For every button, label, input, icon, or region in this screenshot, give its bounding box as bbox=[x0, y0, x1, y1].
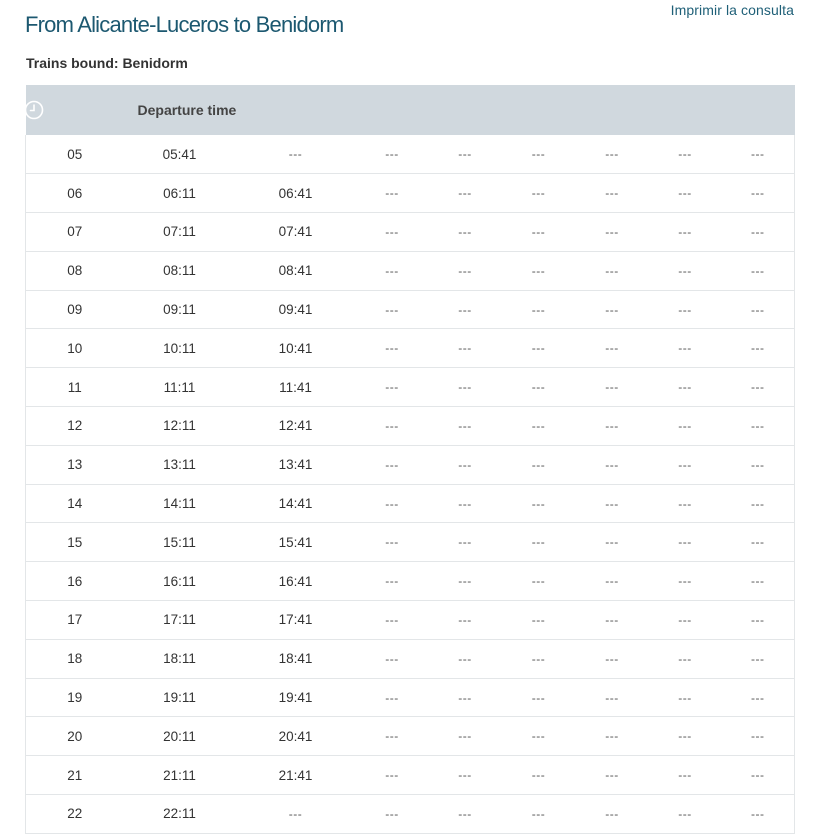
departure-time-cell: --- bbox=[429, 445, 502, 484]
table-row bbox=[26, 329, 795, 368]
hour-cell: 09 bbox=[26, 290, 124, 329]
departure-time-cell: 22:11 bbox=[124, 795, 236, 834]
hour-cell: 17 bbox=[26, 601, 124, 640]
departure-time-cell: --- bbox=[502, 678, 576, 717]
departure-time-cell: --- bbox=[429, 135, 502, 174]
table-row bbox=[26, 290, 795, 329]
departure-time-cell: --- bbox=[429, 601, 502, 640]
trains-bound-label: Trains bound: Benidorm bbox=[26, 55, 188, 71]
departure-time-cell: --- bbox=[576, 795, 649, 834]
departure-time-cell: --- bbox=[429, 213, 502, 252]
departure-time-cell: --- bbox=[576, 562, 649, 601]
departure-time-cell: --- bbox=[429, 329, 502, 368]
departure-time-cell: --- bbox=[356, 290, 429, 329]
departure-time-cell: 16:11 bbox=[124, 562, 236, 601]
departure-time-cell: --- bbox=[649, 174, 722, 213]
departure-time-cell: 12:11 bbox=[124, 407, 236, 446]
departure-time-cell: --- bbox=[722, 290, 795, 329]
table-row bbox=[26, 135, 795, 174]
departure-time-cell: --- bbox=[722, 368, 795, 407]
table-row bbox=[26, 601, 795, 640]
hour-cell: 07 bbox=[26, 213, 124, 252]
departure-time-cell: 12:41 bbox=[236, 407, 356, 446]
departure-time-cell: 21:11 bbox=[124, 756, 236, 795]
departure-time-cell: --- bbox=[576, 678, 649, 717]
departure-time-cell: --- bbox=[356, 174, 429, 213]
departure-time-cell: --- bbox=[576, 756, 649, 795]
departure-time-cell: --- bbox=[356, 135, 429, 174]
departure-time-cell: --- bbox=[649, 562, 722, 601]
departure-time-cell: 08:11 bbox=[124, 251, 236, 290]
departure-time-cell: 07:11 bbox=[124, 213, 236, 252]
departure-time-cell: --- bbox=[722, 562, 795, 601]
departure-time-cell: 18:41 bbox=[236, 639, 356, 678]
departure-time-cell: 05:41 bbox=[124, 135, 236, 174]
departure-time-cell: --- bbox=[649, 407, 722, 446]
departure-time-cell: --- bbox=[429, 251, 502, 290]
departure-time-cell: --- bbox=[429, 174, 502, 213]
hour-cell: 08 bbox=[26, 251, 124, 290]
departure-time-cell: --- bbox=[576, 407, 649, 446]
departure-time-cell: --- bbox=[502, 756, 576, 795]
departure-time-cell: --- bbox=[356, 562, 429, 601]
departure-time-cell: 14:41 bbox=[236, 484, 356, 523]
departure-time-cell: 19:11 bbox=[124, 678, 236, 717]
departure-time-cell: --- bbox=[356, 756, 429, 795]
table-row bbox=[26, 756, 795, 795]
departure-time-cell: --- bbox=[356, 678, 429, 717]
departure-time-cell: --- bbox=[502, 407, 576, 446]
departure-time-cell: --- bbox=[502, 290, 576, 329]
departure-time-cell: 15:41 bbox=[236, 523, 356, 562]
hour-cell: 16 bbox=[26, 562, 124, 601]
departure-time-cell: --- bbox=[722, 445, 795, 484]
departure-time-cell: --- bbox=[722, 135, 795, 174]
departure-time-cell: --- bbox=[576, 290, 649, 329]
departure-time-cell: --- bbox=[429, 756, 502, 795]
departure-time-cell: --- bbox=[722, 639, 795, 678]
departure-time-cell: --- bbox=[722, 251, 795, 290]
page-title: From Alicante-Luceros to Benidorm bbox=[25, 12, 344, 37]
departure-time-cell: --- bbox=[356, 639, 429, 678]
departure-time-cell: --- bbox=[356, 368, 429, 407]
departure-time-cell: --- bbox=[502, 795, 576, 834]
hour-cell: 22 bbox=[26, 795, 124, 834]
hour-cell: 14 bbox=[26, 484, 124, 523]
departure-time-cell: --- bbox=[429, 795, 502, 834]
print-query-link[interactable]: Imprimir la consulta bbox=[670, 2, 794, 18]
hour-cell: 18 bbox=[26, 639, 124, 678]
departure-time-cell: --- bbox=[576, 601, 649, 640]
departure-time-cell: --- bbox=[576, 484, 649, 523]
departure-time-cell: 17:11 bbox=[124, 601, 236, 640]
departure-time-cell: --- bbox=[356, 484, 429, 523]
hour-cell: 05 bbox=[26, 135, 124, 174]
departure-time-cell: --- bbox=[649, 639, 722, 678]
departure-time-cell: --- bbox=[356, 251, 429, 290]
departure-time-cell: --- bbox=[356, 717, 429, 756]
departure-time-cell: --- bbox=[356, 523, 429, 562]
departure-time-cell: --- bbox=[502, 601, 576, 640]
hour-cell: 13 bbox=[26, 445, 124, 484]
departure-time-cell: --- bbox=[722, 756, 795, 795]
departure-time-cell: --- bbox=[576, 368, 649, 407]
table-row bbox=[26, 639, 795, 678]
departure-time-cell: --- bbox=[722, 407, 795, 446]
departure-time-cell: --- bbox=[429, 717, 502, 756]
departure-time-cell: --- bbox=[356, 601, 429, 640]
departure-time-cell: 14:11 bbox=[124, 484, 236, 523]
table-row bbox=[26, 407, 795, 446]
hour-cell: 12 bbox=[26, 407, 124, 446]
departure-time-cell: --- bbox=[502, 368, 576, 407]
departure-time-cell: --- bbox=[722, 484, 795, 523]
hour-cell: 10 bbox=[26, 329, 124, 368]
departure-time-cell: --- bbox=[576, 174, 649, 213]
departure-time-cell: --- bbox=[576, 523, 649, 562]
table-row bbox=[26, 445, 795, 484]
departure-time-cell: 10:11 bbox=[124, 329, 236, 368]
departure-time-cell: --- bbox=[576, 717, 649, 756]
departure-time-cell: --- bbox=[576, 135, 649, 174]
departure-time-cell: 16:41 bbox=[236, 562, 356, 601]
hour-column-header bbox=[26, 85, 124, 135]
departure-time-cell: --- bbox=[502, 484, 576, 523]
table-row bbox=[26, 717, 795, 756]
departure-time-cell: --- bbox=[502, 717, 576, 756]
departure-time-cell: --- bbox=[502, 213, 576, 252]
departure-time-cell: 13:41 bbox=[236, 445, 356, 484]
departure-time-cell: --- bbox=[649, 678, 722, 717]
departure-time-cell: --- bbox=[649, 484, 722, 523]
departure-time-cell: --- bbox=[429, 562, 502, 601]
table-row bbox=[26, 251, 795, 290]
departure-time-cell: --- bbox=[576, 445, 649, 484]
departure-time-cell: --- bbox=[649, 213, 722, 252]
departure-time-cell: --- bbox=[649, 601, 722, 640]
departure-time-cell: --- bbox=[502, 174, 576, 213]
departure-time-cell: --- bbox=[429, 523, 502, 562]
hour-cell: 15 bbox=[26, 523, 124, 562]
departure-time-cell: 20:41 bbox=[236, 717, 356, 756]
departure-time-cell: --- bbox=[429, 407, 502, 446]
hour-cell: 21 bbox=[26, 756, 124, 795]
departure-time-cell: 07:41 bbox=[236, 213, 356, 252]
table-header-row bbox=[26, 85, 795, 135]
departure-time-cell: --- bbox=[576, 639, 649, 678]
clock-icon bbox=[24, 100, 44, 120]
departure-time-cell: --- bbox=[502, 562, 576, 601]
departure-time-cell: --- bbox=[356, 445, 429, 484]
departure-time-cell: --- bbox=[502, 251, 576, 290]
departure-time-cell: --- bbox=[429, 678, 502, 717]
departure-time-cell: --- bbox=[429, 639, 502, 678]
departure-time-cell: 20:11 bbox=[124, 717, 236, 756]
departure-time-cell: --- bbox=[502, 445, 576, 484]
departure-time-cell: --- bbox=[722, 795, 795, 834]
departure-time-cell: 06:41 bbox=[236, 174, 356, 213]
departure-timetable bbox=[25, 85, 795, 834]
departure-time-cell: --- bbox=[649, 290, 722, 329]
departure-time-cell: --- bbox=[576, 329, 649, 368]
timetable-body bbox=[26, 135, 795, 833]
departure-time-cell: --- bbox=[429, 368, 502, 407]
departure-time-cell: --- bbox=[649, 251, 722, 290]
departure-time-cell: --- bbox=[649, 523, 722, 562]
departure-time-cell: 21:41 bbox=[236, 756, 356, 795]
departure-time-cell: --- bbox=[356, 407, 429, 446]
departure-time-cell: --- bbox=[502, 135, 576, 174]
departure-time-cell: 15:11 bbox=[124, 523, 236, 562]
departure-time-cell: --- bbox=[649, 756, 722, 795]
table-row bbox=[26, 174, 795, 213]
departure-time-cell: 17:41 bbox=[236, 601, 356, 640]
table-row bbox=[26, 562, 795, 601]
departure-time-cell: --- bbox=[722, 213, 795, 252]
departure-time-cell: 11:41 bbox=[236, 368, 356, 407]
departure-time-cell: --- bbox=[722, 601, 795, 640]
table-row bbox=[26, 523, 795, 562]
departure-time-cell: 08:41 bbox=[236, 251, 356, 290]
departure-time-cell: --- bbox=[502, 523, 576, 562]
hour-cell: 20 bbox=[26, 717, 124, 756]
departure-time-cell: --- bbox=[649, 329, 722, 368]
departure-time-cell: 19:41 bbox=[236, 678, 356, 717]
departure-time-cell: --- bbox=[649, 135, 722, 174]
departure-time-cell: --- bbox=[502, 329, 576, 368]
hour-cell: 06 bbox=[26, 174, 124, 213]
departure-time-cell: --- bbox=[722, 717, 795, 756]
table-row bbox=[26, 213, 795, 252]
departure-time-cell: 11:11 bbox=[124, 368, 236, 407]
departure-time-cell: --- bbox=[649, 368, 722, 407]
departure-time-cell: 09:41 bbox=[236, 290, 356, 329]
table-row bbox=[26, 484, 795, 523]
departure-time-cell: --- bbox=[722, 523, 795, 562]
departure-time-cell: --- bbox=[722, 329, 795, 368]
departure-time-cell: --- bbox=[236, 795, 356, 834]
hour-cell: 11 bbox=[26, 368, 124, 407]
departure-time-cell: 18:11 bbox=[124, 639, 236, 678]
departure-time-cell: 10:41 bbox=[236, 329, 356, 368]
table-row bbox=[26, 795, 795, 834]
departure-time-header: Departure time bbox=[137, 102, 237, 118]
departure-time-cell: --- bbox=[502, 639, 576, 678]
departure-time-cell: --- bbox=[722, 174, 795, 213]
departure-time-cell: --- bbox=[356, 213, 429, 252]
departure-time-cell: --- bbox=[649, 795, 722, 834]
departure-time-cell: 13:11 bbox=[124, 445, 236, 484]
hour-cell: 19 bbox=[26, 678, 124, 717]
departure-time-cell: --- bbox=[429, 484, 502, 523]
departure-time-cell: --- bbox=[649, 445, 722, 484]
departure-time-cell: 06:11 bbox=[124, 174, 236, 213]
departure-time-cell: --- bbox=[576, 213, 649, 252]
departure-time-cell: --- bbox=[356, 329, 429, 368]
table-row bbox=[26, 678, 795, 717]
departure-time-cell: --- bbox=[429, 290, 502, 329]
departure-time-cell: --- bbox=[722, 678, 795, 717]
departure-time-cell: --- bbox=[356, 795, 429, 834]
departure-time-cell: --- bbox=[236, 135, 356, 174]
departure-time-cell: --- bbox=[576, 251, 649, 290]
departure-time-cell: --- bbox=[649, 717, 722, 756]
table-row bbox=[26, 368, 795, 407]
departure-time-cell: 09:11 bbox=[124, 290, 236, 329]
